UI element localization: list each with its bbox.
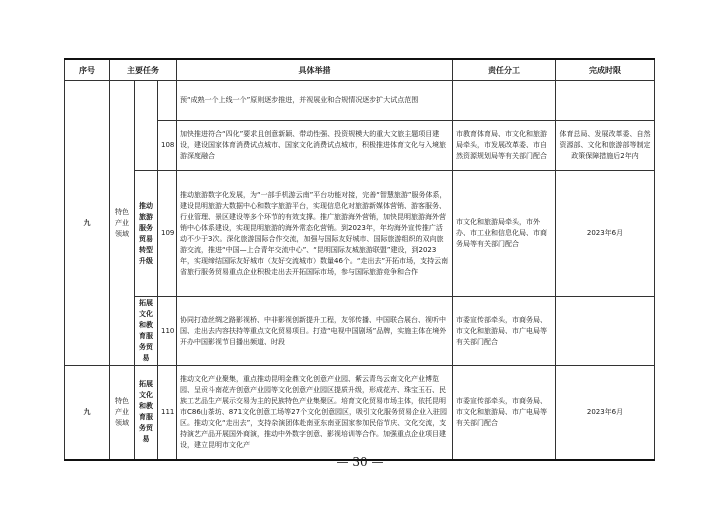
measure-text: 推动旅游数字化发展，为“一部手机游云南”平台功能对接，完善“智慧旅游”服务体系，建设昆明旅游大数据中心和数字旅游平台，实现信息化对旅游新媒体营销、游客服务、行业管理、景区建设等多个环节的有效支撑。推广旅游海外营销，加快昆明旅游海外营销中心体系建设，实现昆明旅游的海外常态化营销。到2023年，年均海外宣传推广活动不少于3次。深化旅游国际合作交流，加强与国际友好城市、国际旅游组织的双向旅游交流，推进“中国—上合青年交流中心”、“昆明国际友城旅游联盟”建设，到2023年，实现缔结国际友好城市（友好交流城市）数量46个。“走出去”开拓市场，支持云南省旅行服务贸易重点企业积极走出去开拓国际市场，参与国际旅游竞争和合作 [177, 171, 453, 297]
category-cell: 特色产业领域 [110, 81, 135, 366]
table-row [65, 366, 655, 460]
measure-text: 推动文化产业聚集，重点推动昆明金鼎文化创意产业园、紫云青鸟云南文化产业博览园、呈贡斗南花卉创意产业园等文化创意产业园区提质升级，形成花卉、珠宝玉石、民族工艺品生产展示交易为主的民族特色产业集聚区。培育文化贸易市场主体，依托昆明市C86山茶坊、871文化创意工场等27个文化创意园区，吸引文化服务贸易企业入驻园区。推动文化“走出去”，支持杂演团体赴南亚东南亚国家参加民俗节庆、文化交流，支持演艺产品开展国外商演，推动中外数字创意、影视培训等合作。加强重点企业项目建设，建立昆明市文化产 [177, 366, 453, 460]
table-row [65, 81, 655, 121]
measure-id: 110 [158, 297, 177, 366]
header-deadline: 完成时限 [556, 59, 655, 81]
header-no: 序号 [65, 59, 110, 81]
measure-id: 109 [158, 171, 177, 297]
header-row [65, 59, 655, 81]
deadline-text: 2023年6月 [556, 366, 655, 460]
responsibility-text: 市委宣传部牵头，市商务局、市文化和旅游局、市广电局等有关部门配合 [453, 297, 556, 366]
responsibility-text: 市文化和旅游局牵头，市外办、市工业和信息化局、市商务局等有关部门配合 [453, 171, 556, 297]
category-cell: 特色产业领域 [110, 366, 135, 460]
measure-text: 加快推进符合“四化”要求且创意新颖、带动性强、投资规模大的重大文旅主题项目建设，建设国家体育消费试点城市、国家文化消费试点城市，积极推进体育文化与入境旅游深度融合 [177, 121, 453, 171]
measure-text: 协同打造丝绸之路影视桥、中非影视创新提升工程，友邻传播、中国联合展台、视听中国、走出去内容扶持等重点文化贸易项目。打造“电视中国剧场”品牌，实施主体在境外开办中国影视节目播出频道、时段 [177, 297, 453, 366]
subtask-cell: 推动旅游服务贸易转型升级 [135, 171, 158, 297]
responsibility-text: 市委宣传部牵头，市商务局、市文化和旅游局、市广电局等有关部门配合 [453, 366, 556, 460]
page-number: — 30 — [336, 455, 384, 469]
deadline-text: 2023年6月 [556, 171, 655, 297]
row-number: 九 [65, 81, 110, 366]
measure-id [158, 81, 177, 121]
responsibility-text [453, 81, 556, 121]
subtask-cell: 拓展文化和教育服务贸易 [135, 297, 158, 366]
measure-text: 预“成熟一个上线一个”原则逐步推进，并视展业和合规情况逐步扩大试点范围 [177, 81, 453, 121]
header-measure: 具体举措 [177, 59, 453, 81]
header-responsibility: 责任分工 [453, 59, 556, 81]
deadline-text [556, 297, 655, 366]
task-table [64, 58, 655, 461]
deadline-text: 体育总局、发展改革委、自然资源部、文化和旅游部等制定政策保障措施后2年内 [556, 121, 655, 171]
header-task: 主要任务 [110, 59, 177, 81]
measure-id: 111 [158, 366, 177, 460]
measure-id: 108 [158, 121, 177, 171]
subtask-cell: 拓展文化和教育服务贸易 [135, 366, 158, 460]
subtask-cell [135, 81, 158, 171]
responsibility-text: 市教育体育局、市文化和旅游局牵头，市发展改革委、市自然资源规划局等有关部门配合 [453, 121, 556, 171]
row-number: 九 [65, 366, 110, 460]
deadline-text [556, 81, 655, 121]
table-row [65, 297, 655, 366]
table-row [65, 171, 655, 297]
